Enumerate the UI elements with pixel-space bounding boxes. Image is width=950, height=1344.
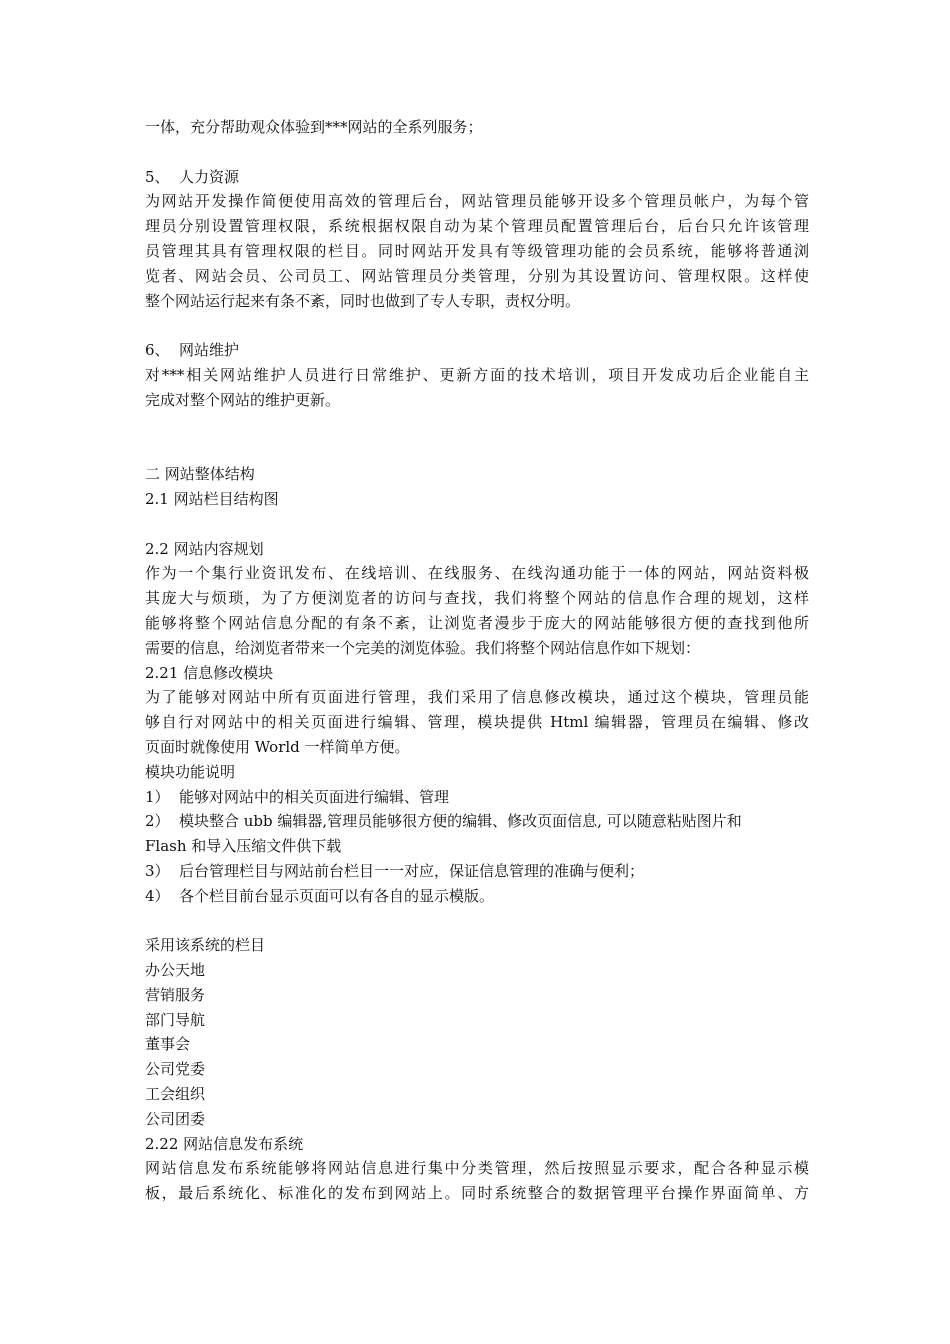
section-2-2-line: 其庞大与烦琐，为了方便浏览者的访问与查找，我们将整个网站的信息作合理的规划，这样 (145, 589, 809, 608)
list-item-text: 后台管理栏目与网站前台栏目一一对应，保证信息管理的准确与便利； (179, 861, 645, 880)
spacer (145, 313, 809, 338)
column-name: 公司团委 (145, 1109, 206, 1128)
spacer (145, 512, 809, 537)
section-2-2-line: 需要的信息，给浏览者带来一个完美的浏览体验。我们将整个网站信息作如下规划： (145, 638, 701, 657)
section-6-heading (145, 338, 809, 363)
list-item-number: 4） (145, 886, 170, 905)
list-item-text: 各个栏目前台显示页面可以有各自的显示模版。 (179, 886, 495, 905)
section-2-22-line: 网站信息发布系统能够将网站信息进行集中分类管理，然后按照显示要求，配合各种显示模 (145, 1159, 809, 1178)
section-6-number: 6、 (145, 341, 170, 360)
column-name: 部门导航 (145, 1010, 206, 1029)
list-item-text: 模块整合 ubb 编辑器,管理员能够很方便的编辑、修改页面信息, 可以随意粘贴图片和 (179, 812, 742, 831)
list-item-number: 2） (145, 812, 170, 831)
section-2-2-title: 2.2 网站内容规划 (145, 539, 264, 558)
section-2-22-title: 2.22 网站信息发布系统 (145, 1134, 304, 1153)
section-5-number: 5、 (145, 167, 170, 186)
section-5-heading (145, 165, 809, 190)
spacer (145, 413, 809, 463)
function-list-item (145, 859, 809, 884)
section-5-title: 人力资源 (179, 167, 240, 186)
section-5-line: 员管理其具有管理权限的栏目。同时网站开发具有等级管理功能的会员系统，能够将普通浏 (145, 241, 809, 260)
column-name: 董事会 (145, 1035, 191, 1054)
section-2-21-line: 够自行对网站中的相关页面进行编辑、管理，模块提供 Html 编辑器，管理员在编辑、修改 (145, 713, 809, 732)
column-name: 公司党委 (145, 1060, 206, 1079)
section-5-line: 为网站开发操作简便使用高效的管理后台，网站管理员能够开设多个管理员帐户，为每个管 (145, 192, 809, 211)
section-6-title: 网站维护 (179, 341, 240, 360)
list-item-text: 能够对网站中的相关页面进行编辑、管理 (179, 787, 450, 806)
column-name: 工会组织 (145, 1085, 206, 1104)
column-name: 办公天地 (145, 961, 206, 980)
module-function-title: 模块功能说明 (145, 762, 236, 781)
section-6-line: 对***相关网站维护人员进行日常维护、更新方面的技术培训，项目开发成功后企业能自主 (145, 365, 809, 384)
columns-title: 采用该系统的栏目 (145, 936, 266, 955)
intro-line: 一体，充分帮助观众体验到***网站的全系列服务； (145, 118, 483, 136)
spacer (145, 909, 809, 934)
list-item-text: Flash 和导入压缩文件供下载 (145, 837, 342, 856)
list-item-number: 1） (145, 787, 170, 806)
section-2-21-line: 页面时就像使用 World 一样简单方便。 (145, 737, 410, 756)
function-list-item (145, 785, 809, 810)
section-6-line: 完成对整个网站的维护更新。 (145, 390, 341, 409)
section-2-21-title: 2.21 信息修改模块 (145, 663, 274, 682)
part-2-title: 二 网站整体结构 (145, 465, 255, 484)
section-2-2-line: 作为一个集行业资讯发布、在线培训、在线服务、在线沟通功能于一体的网站，网站资料极 (145, 564, 809, 583)
function-list-item (145, 884, 809, 909)
section-5-line: 览者、网站会员、公司员工、网站管理员分类管理，分别为其设置访问、管理权限。这样使 (145, 266, 809, 285)
function-list-item-continuation (145, 834, 809, 859)
section-2-2-line: 能够将整个网站信息分配的有条不紊，让浏览者漫步于庞大的网站能够很方便的查找到他所 (145, 613, 809, 632)
spacer (145, 140, 809, 165)
section-5-line: 理员分别设置管理权限，系统根据权限自动为某个管理员配置管理后台，后台只允许该管理 (145, 217, 809, 236)
function-list-item (145, 809, 809, 834)
document-page (145, 115, 809, 1206)
section-2-22-line: 板，最后系统化、标准化的发布到网站上。同时系统整合的数据管理平台操作界面简单、方 (145, 1184, 809, 1203)
section-2-1-title: 2.1 网站栏目结构图 (145, 489, 279, 508)
section-5-line: 整个网站运行起来有条不紊，同时也做到了专人专职，责权分明。 (145, 291, 581, 310)
section-2-21-line: 为了能够对网站中所有页面进行管理，我们采用了信息修改模块，通过这个模块，管理员能 (145, 688, 809, 707)
column-name: 营销服务 (145, 985, 206, 1004)
list-item-number: 3） (145, 861, 170, 880)
